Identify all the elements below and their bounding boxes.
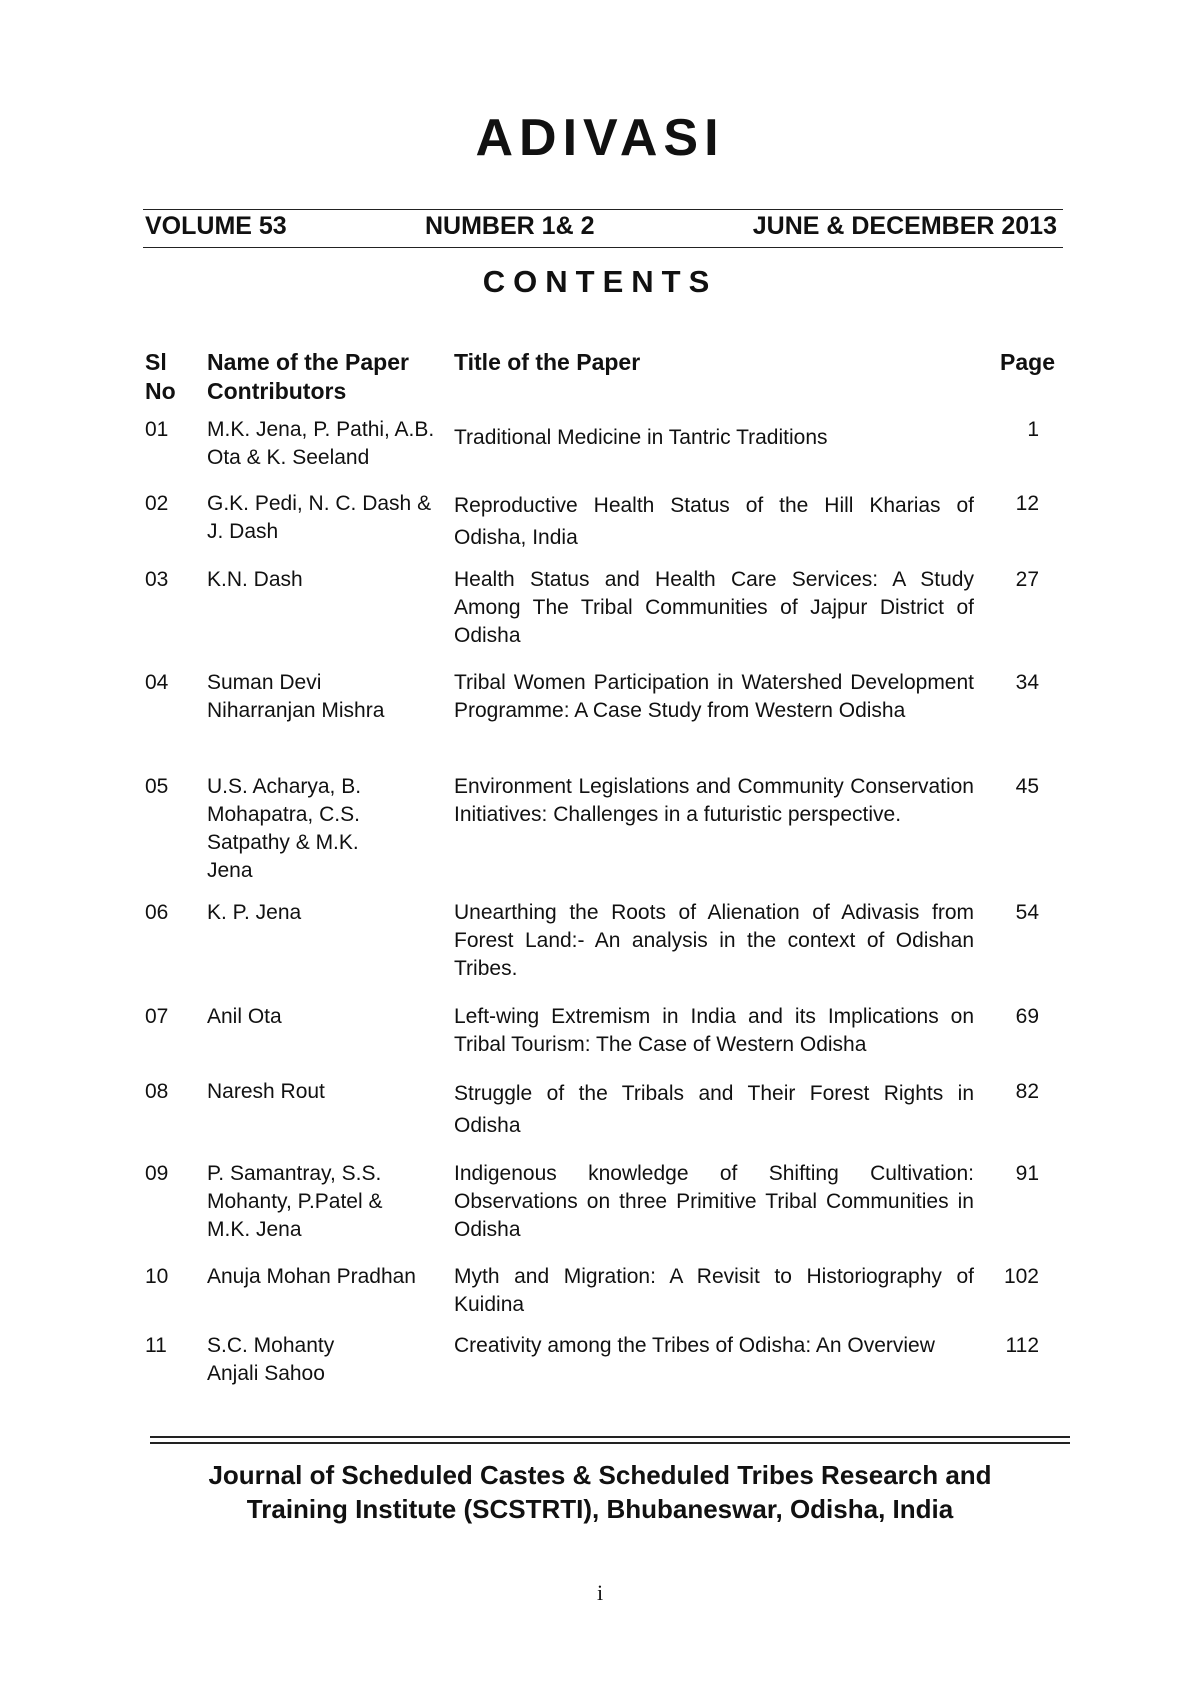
entry-contributors: P. Samantray, S.S. Mohanty, P.Patel & M.K. Jena	[207, 1162, 383, 1241]
number-label: NUMBER 1& 2	[425, 212, 595, 240]
entry-page: 45	[1015, 775, 1039, 798]
journal-title: ADIVASI	[475, 109, 725, 167]
entry-contributors: Anil Ota	[207, 1005, 282, 1028]
entry-page: 1	[1027, 418, 1039, 441]
entry-page: 112	[1005, 1334, 1039, 1357]
footer-line-1: Journal of Scheduled Castes & Scheduled Tribes Research and	[208, 1460, 992, 1490]
header-page: Page	[1000, 349, 1055, 375]
entry-contributors: M.K. Jena, P. Pathi, A.B. Ota & K. Seeland	[207, 418, 435, 469]
entry-sl: 09	[145, 1162, 169, 1185]
entry-page: 54	[1015, 901, 1039, 924]
entry-title: Myth and Migration: A Revisit to Historiography of Kuidina	[454, 1265, 974, 1316]
entry-sl: 10	[145, 1265, 169, 1288]
entry-page: 91	[1015, 1162, 1039, 1185]
entry-title: Environment Legislations and Community Conservation Initiatives: Challenges in a futuristic perspective.	[454, 775, 974, 826]
entry-sl: 03	[145, 568, 169, 591]
entry-sl: 01	[145, 418, 169, 441]
entry-sl: 11	[145, 1334, 167, 1357]
footer-rule	[150, 1442, 1070, 1444]
volume-label: VOLUME 53	[145, 212, 287, 240]
entry-page: 12	[1015, 492, 1039, 515]
entry-sl: 02	[145, 492, 169, 515]
contents-heading: CONTENTS	[482, 264, 718, 299]
footer-line-2: Training Institute (SCSTRTI), Bhubaneswar, Odisha, India	[246, 1494, 954, 1524]
issue-info	[143, 212, 1063, 246]
entry-page: 102	[1003, 1265, 1039, 1288]
entry-contributors: K.N. Dash	[207, 568, 303, 591]
entry-page: 69	[1015, 1005, 1039, 1028]
entry-title: Health Status and Health Care Services: A Study Among The Tribal Communities of Jajpur District of Odisha	[454, 568, 974, 647]
entry-sl: 08	[145, 1080, 169, 1103]
entry-page: 82	[1015, 1080, 1039, 1103]
entry-title: Reproductive Health Status of the Hill Kharias of Odisha, India	[454, 494, 974, 549]
footer-institute	[0, 1458, 1200, 1526]
header-title: Title of the Paper	[454, 349, 641, 375]
entry-sl: 05	[145, 775, 169, 798]
entry-contributors: Naresh Rout	[207, 1080, 325, 1103]
entry-title: Tribal Women Participation in Watershed Development Programme: A Case Study from Western Odisha	[454, 671, 974, 722]
entry-sl: 07	[145, 1005, 169, 1028]
entry-title: Struggle of the Tribals and Their Forest Rights in Odisha	[454, 1082, 974, 1137]
header-sl: Sl No	[145, 349, 176, 404]
entry-title: Unearthing the Roots of Alienation of Adivasis from Forest Land:- An analysis in the context of Odishan Tribes.	[454, 901, 974, 980]
entry-page: 27	[1015, 568, 1039, 591]
entry-contributors: G.K. Pedi, N. C. Dash & J. Dash	[207, 492, 432, 543]
table-header	[143, 348, 1063, 406]
entry-contributors: K. P. Jena	[207, 901, 302, 924]
entry-contributors: Suman Devi Niharranjan Mishra	[207, 671, 385, 722]
entry-title: Left-wing Extremism in India and its Implications on Tribal Tourism: The Case of Western Odisha	[454, 1005, 974, 1056]
header-contributors: Name of the Paper Contributors	[207, 349, 409, 404]
entry-page: 34	[1015, 671, 1039, 694]
header-rule-top	[143, 209, 1063, 210]
entry-title: Indigenous knowledge of Shifting Cultivation: Observations on three Primitive Tribal Communities in Odisha	[454, 1162, 974, 1241]
footer-rule	[150, 1436, 1070, 1438]
entry-title: Traditional Medicine in Tantric Traditions	[454, 426, 828, 449]
issue-date: JUNE & DECEMBER 2013	[752, 212, 1057, 240]
entry-sl: 06	[145, 901, 169, 924]
entry-contributors: U.S. Acharya, B. Mohapatra, C.S. Satpathy & M.K. Jena	[207, 775, 362, 882]
entry-contributors: S.C. Mohanty Anjali Sahoo	[207, 1334, 335, 1385]
entry-title: Creativity among the Tribes of Odisha: An Overview	[454, 1334, 935, 1357]
entry-contributors: Anuja Mohan Pradhan	[207, 1265, 416, 1288]
header-rule-bottom	[143, 247, 1063, 248]
entry-sl: 04	[145, 671, 169, 694]
page-number: i	[596, 1580, 604, 1605]
table-of-contents	[143, 348, 1063, 1385]
